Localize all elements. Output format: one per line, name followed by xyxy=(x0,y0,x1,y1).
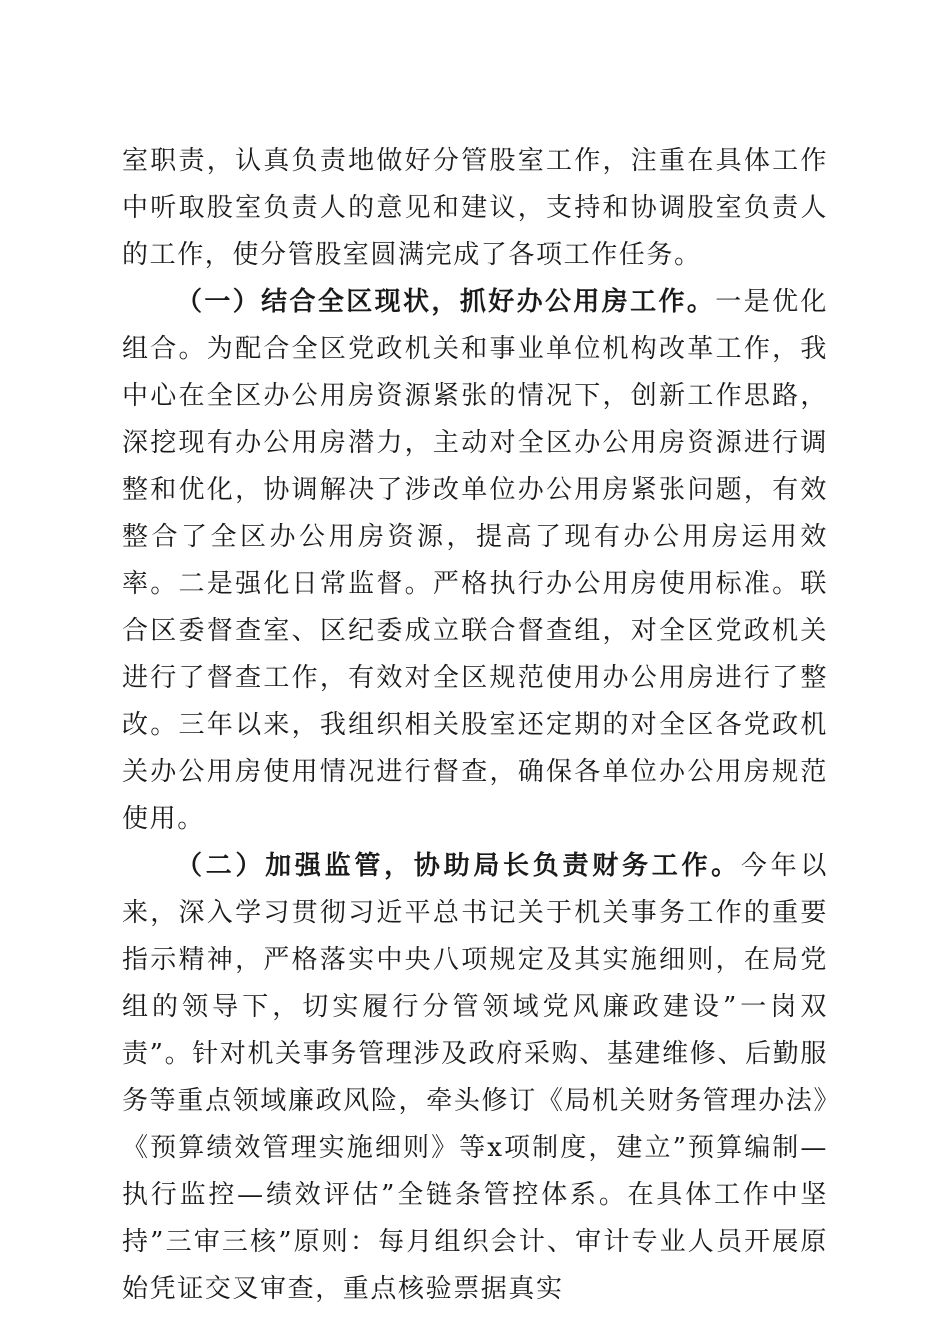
document-body xyxy=(122,138,828,1313)
section-heading-finance: （二）加强监管，协助局长负责财务工作。 xyxy=(176,851,741,881)
section-heading-office-space: （一）结合全区现状，抓好办公用房工作。 xyxy=(176,287,716,317)
paragraph-text: 室职责，认真负责地做好分管股室工作，注重在具体工作中听取股室负责人的意见和建议，支持和协调股室负责人的工作，使分管股室圆满完成了各项工作任务。 xyxy=(122,146,828,270)
paragraph-text: 今年以来，深入学习贯彻习近平总书记关于机关事务工作的重要指示精神，严格落实中央八项规定及其实施细则，在局党组的领导下，切实履行分管领域党风廉政建设”一岗双责”。针对机关事务管理涉及政府采购、基建维修、后勤服务等重点领域廉政风险，牵头修订《局机关财务管理办法》《预算绩效管理实施细则》等x项制度，建立”预算编制—执行监控—绩效评估”全链条管控体系。在具体工作中坚持”三审三核”原则：每月组织会计、审计专业人员开展原始凭证交叉审查，重点核验票据真实 xyxy=(122,851,828,1304)
paragraph-continuation xyxy=(122,138,828,279)
paragraph-office-space xyxy=(122,279,828,843)
paragraph-text: 一是优化组合。为配合全区党政机关和事业单位机构改革工作，我中心在全区办公用房资源紧张的情况下，创新工作思路，深挖现有办公用房潜力，主动对全区办公用房资源进行调整和优化，协调解决了涉改单位办公用房紧张问题，有效整合了全区办公用房资源，提高了现有办公用房运用效率。二是强化日常监督。严格执行办公用房使用标准。联合区委督查室、区纪委成立联合督查组，对全区党政机关进行了督查工作，有效对全区规范使用办公用房进行了整改。三年以来，我组织相关股室还定期的对全区各党政机关办公用房使用情况进行督查，确保各单位办公用房规范使用。 xyxy=(122,287,828,834)
paragraph-finance xyxy=(122,843,828,1313)
